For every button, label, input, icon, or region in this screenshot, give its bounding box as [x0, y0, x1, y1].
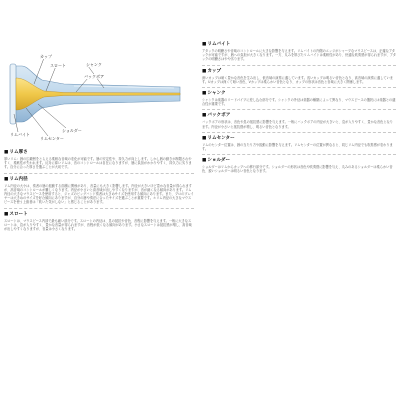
text-rim-bite: アタックの明瞭さや音域のコントロールに大きな影響を与えます。リムバイトの内側のエッジがシャープなマウスピースは、正確なアタックが可能ですが、唇への負担が大きくなります。一方、丸みを帯びたリムバイトは柔軟性があり、快適な吹奏感が得られますが、アタックの明瞭さはやや劣ります。: [202, 49, 396, 62]
divider: [202, 109, 396, 111]
mouthpiece-diagram: [4, 44, 194, 144]
label-rim-width: リムバイト: [10, 132, 30, 137]
label-shank: シャンク: [86, 62, 102, 67]
text-cup: 深いカップは暗く豊かな音色を生み出し、低音域の演奏に適しています。浅いカップは明るい音色となり、高音域の演奏に適しています。Uカップは深くて暗い音色、Vカップは柔らかい音色となり、カップの形状は音色と音域に大きく関係します。: [202, 75, 393, 84]
heading-backbore: ■ バックボア: [202, 113, 396, 119]
divider: [202, 132, 396, 134]
divider: [202, 65, 396, 67]
text-throat: スロートは、マウスピース内部で最も細い部分です。スロートの内径は、息の抵抗や音色、音程に影響を与えます。一般に大きなスロートは、息が入りやすく、豊かな音量が得られますが、音程が低くなる傾向があります。小さなスロートは抵抗感が増し、高音域が出しやすくなりますが、音量は小さくなります。: [4, 218, 192, 232]
divider: [202, 154, 396, 156]
label-cup: カップ: [40, 54, 52, 59]
section-backbore: [202, 113, 396, 128]
section-cup: [202, 69, 396, 84]
divider: [4, 173, 194, 175]
section-shank: [202, 91, 396, 106]
mouthpiece-illustration: [4, 44, 194, 144]
label-backbore: バックボア: [84, 74, 104, 79]
text-rim-thickness: 厚いリム：唇の広範囲をとらえる柔軟な音域の変化が可能です。唇の安定性や、持久力が向上します。しかし唇の動きが制限されやすく、柔軟性が失われます。反対に薄いリムは、音のコントロールは自在になりますが、唇に負担がかかりやすく、持久力に劣ります。自分に合った厚さを選ぶことが大切です。: [4, 157, 192, 170]
label-throat: スロート: [50, 63, 66, 68]
heading-cup: ■ カップ: [202, 69, 396, 75]
text-rim-diameter: リム内径の大小は、奏者の唇の振動する面積に関係があり、音量にも大きく影響します。内径が大きいほど豊かな音量が得られますが、高音域のコントロールが難しくなります。内径が小さいと高音域が出しやすくなりますが、音が細くなる傾向があります。リム内径の大きなマウスピースを使用すると、ジャズのビッグバンド奏者は大きめサイズを使用する傾向にあります。また、プロのプレイヤーは大きめのサイズを好む傾向にありますが、自分の唇や奏法に合ったサイズを選ぶことが重要です。＊リム内径の大きなマウスピースを使う上級者は「吹いた気がしない」と感じることがあります。: [4, 183, 194, 205]
right-column: [202, 40, 396, 174]
section-rim-thickness: [4, 150, 194, 170]
divider: [4, 208, 194, 210]
divider: [202, 87, 396, 89]
text-shank: シャンクは楽器のリードパイプに差し込む部分です。シャンクの外径は楽器の種類によって異なり、マウスピースの選択には楽器との適合性が重要です。: [202, 98, 396, 107]
heading-rim-bite: ■ リムバイト: [202, 42, 396, 48]
section-throat: [4, 212, 194, 232]
text-shoulder: ショルダーはリムからカップへの移行部分です。ショルダーの形状は音色や吹奏感に影響を与え、丸みのあるショルダーは柔らかい音色、鋭いショルダーは明るい音色となります。: [202, 165, 393, 174]
left-column: [4, 148, 194, 231]
section-rim-center: [202, 136, 396, 151]
heading-shoulder: ■ ショルダー: [202, 158, 396, 164]
heading-throat: ■ スロート: [4, 212, 194, 218]
label-rim-center: リムセンター: [40, 136, 64, 141]
heading-rim-center: ■ リムセンター: [202, 136, 396, 142]
heading-rim-thickness: ■ リム厚さ: [4, 150, 194, 156]
text-rim-center: リムのセンター位置は、唇の当たり方や振動に影響を与えます。リムセンターの位置が異なると、同じリム内径でも吹奏感が変わります。: [202, 142, 393, 152]
section-rim-diameter: [4, 177, 194, 205]
text-backbore: バックボアの形状は、音色や息の抵抗感に影響を与えます。一般にバックボアの内径が大きいと、息が入りやすく、豊かな音色となります。内径が小さいと抵抗感が増し、明るい音色となります。: [202, 120, 393, 129]
heading-rim-diameter: ■ リム内径: [4, 177, 194, 183]
label-shoulder: ショルダー: [62, 128, 82, 133]
heading-shank: ■ シャンク: [202, 91, 396, 97]
section-rim-bite: [202, 42, 396, 62]
mouthpiece-rim: [10, 64, 16, 124]
section-shoulder: [202, 158, 396, 173]
